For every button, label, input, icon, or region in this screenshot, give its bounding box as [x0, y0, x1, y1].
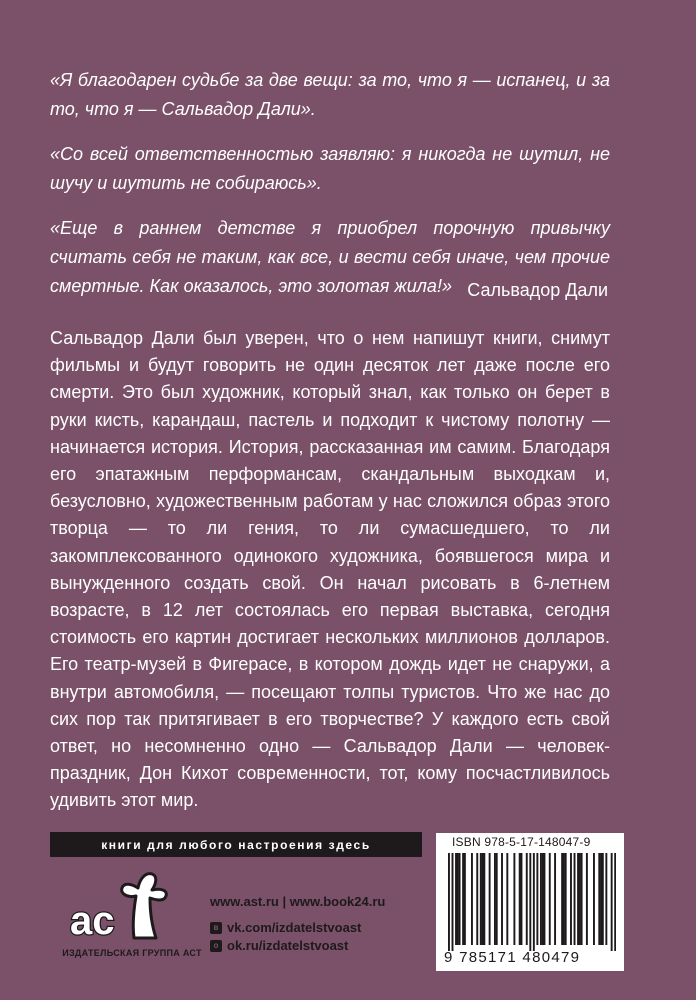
- book-description: Сальвадор Дали был уверен, что о нем напишут книги, снимут фильмы и будут говорить не один десяток лет даже после его смерти. Это был художник, который знал, как только он берет в руки кисть, карандаш, пастель и подходит к чистому полотну — начинается история. История, рассказанная им самим. Благодаря его эпатажным перформансам, скандальным выходкам и, безусловно, художественным работам у нас сложился образ этого творца — то ли гения, то ли сумасшедшего, то ли закомплексованного одинокого художника, боявшегося мира и вынужденного создать свой. Он начал рисовать в 6-летнем возрасте, в 12 лет состоялась его первая выставка, сегодня стоимость его картин достигает нескольких миллионов долларов. Его театр-музей в Фигерасе, в котором дождь идет не снаружи, а внутри автомобиля, — посещают толпы туристов. Что же нас до сих пор так притягивает в его творчестве? У каждого есть свой ответ, но несомненно одно — Сальвадор Дали — человек-праздник, Дон Кихот современности, тот, кому посчастливилось удивить этот мир.: [50, 328, 610, 811]
- quote-1: «Я благодарен судьбе за две вещи: за то, что я — испанец, и за то, что я — Сальвадор Дали».: [50, 70, 610, 119]
- barcode-bar: [542, 853, 544, 945]
- barcode-block: [436, 833, 624, 971]
- logo-text: ac: [70, 899, 115, 943]
- quote-2: «Со всей ответственностью заявляю: я никогда не шутил, не шучу и шутить не собираюсь».: [50, 144, 610, 193]
- barcode-bar: [457, 853, 459, 945]
- barcode-bar: [586, 853, 588, 945]
- publisher-logo: [62, 868, 202, 978]
- vk-icon: в: [210, 922, 222, 934]
- barcode-bar: [602, 853, 604, 945]
- barcode-bar: [455, 853, 457, 945]
- barcode-bar: [494, 853, 496, 945]
- barcode-bar: [526, 853, 528, 945]
- barcode-bar: [529, 853, 531, 951]
- barcode-bar: [549, 853, 551, 945]
- barcode-bar: [614, 853, 616, 951]
- quote-attribution: Сальвадор Дали: [467, 280, 608, 300]
- barcode-bar: [462, 853, 464, 945]
- barcode-bar: [581, 853, 583, 945]
- barcode-bar: [600, 853, 602, 945]
- tagline-banner: книги для любого настроения здесь: [50, 832, 422, 857]
- publisher-websites[interactable]: www.ast.ru | www.book24.ru: [210, 894, 386, 909]
- barcode-bar: [506, 853, 508, 945]
- ok-link[interactable]: ok.ru/izdatelstvoast: [227, 938, 349, 953]
- isbn-label: ISBN 978-5-17-148047-9: [452, 835, 591, 849]
- barcode-bar: [459, 853, 461, 945]
- barcode-bar: [476, 853, 478, 945]
- barcode-bar: [563, 853, 565, 945]
- vk-link-row[interactable]: [210, 919, 385, 937]
- barcode-bar: [483, 853, 485, 945]
- barcode-bar: [565, 853, 567, 945]
- publisher-caption: ИЗДАТЕЛЬСКАЯ ГРУППА АСТ: [62, 948, 202, 958]
- barcode-bar: [605, 853, 607, 945]
- publisher-contacts: [210, 894, 385, 955]
- barcode-bar: [496, 853, 498, 945]
- logo-figure: [122, 874, 167, 938]
- barcode-bar: [570, 853, 572, 945]
- barcode-bar: [598, 853, 600, 945]
- quote-3: «Еще в раннем детстве я приобрел порочную привычку считать себя не таким, как все, и вести себя иначе, чем прочие смертные. Как оказалось, это золотая жила!»: [50, 218, 610, 296]
- barcode-bar: [513, 853, 515, 945]
- barcode-bar: [519, 853, 521, 945]
- barcode-bar: [577, 853, 579, 945]
- vk-link[interactable]: vk.com/izdatelstvoast: [227, 920, 362, 935]
- barcode-bar: [482, 853, 484, 945]
- barcode-bar: [574, 853, 576, 945]
- barcode-bar: [521, 853, 523, 945]
- barcode-bar: [540, 853, 542, 945]
- barcode-bar: [533, 853, 535, 951]
- barcode-bar: [554, 853, 556, 945]
- barcode-bar: [501, 853, 503, 945]
- barcode-bar: [611, 853, 613, 951]
- barcode-bar: [471, 853, 473, 945]
- ast-logo-icon: [62, 868, 202, 948]
- barcode-bar: [489, 853, 491, 945]
- barcode-bar: [480, 853, 482, 945]
- barcode-digits: 9 785171 480479: [444, 949, 581, 966]
- ok-link-row[interactable]: [210, 937, 385, 955]
- barcode-bar: [452, 853, 454, 951]
- barcode-bar: [561, 853, 563, 945]
- barcode-bar: [536, 853, 538, 945]
- barcode-bar: [464, 853, 466, 945]
- ok-icon: о: [210, 940, 222, 952]
- barcode-bar: [448, 853, 450, 951]
- barcode-bar: [593, 853, 595, 945]
- barcode-bar: [579, 853, 581, 945]
- barcode-icon: [448, 853, 616, 951]
- barcode-bar: [543, 853, 545, 945]
